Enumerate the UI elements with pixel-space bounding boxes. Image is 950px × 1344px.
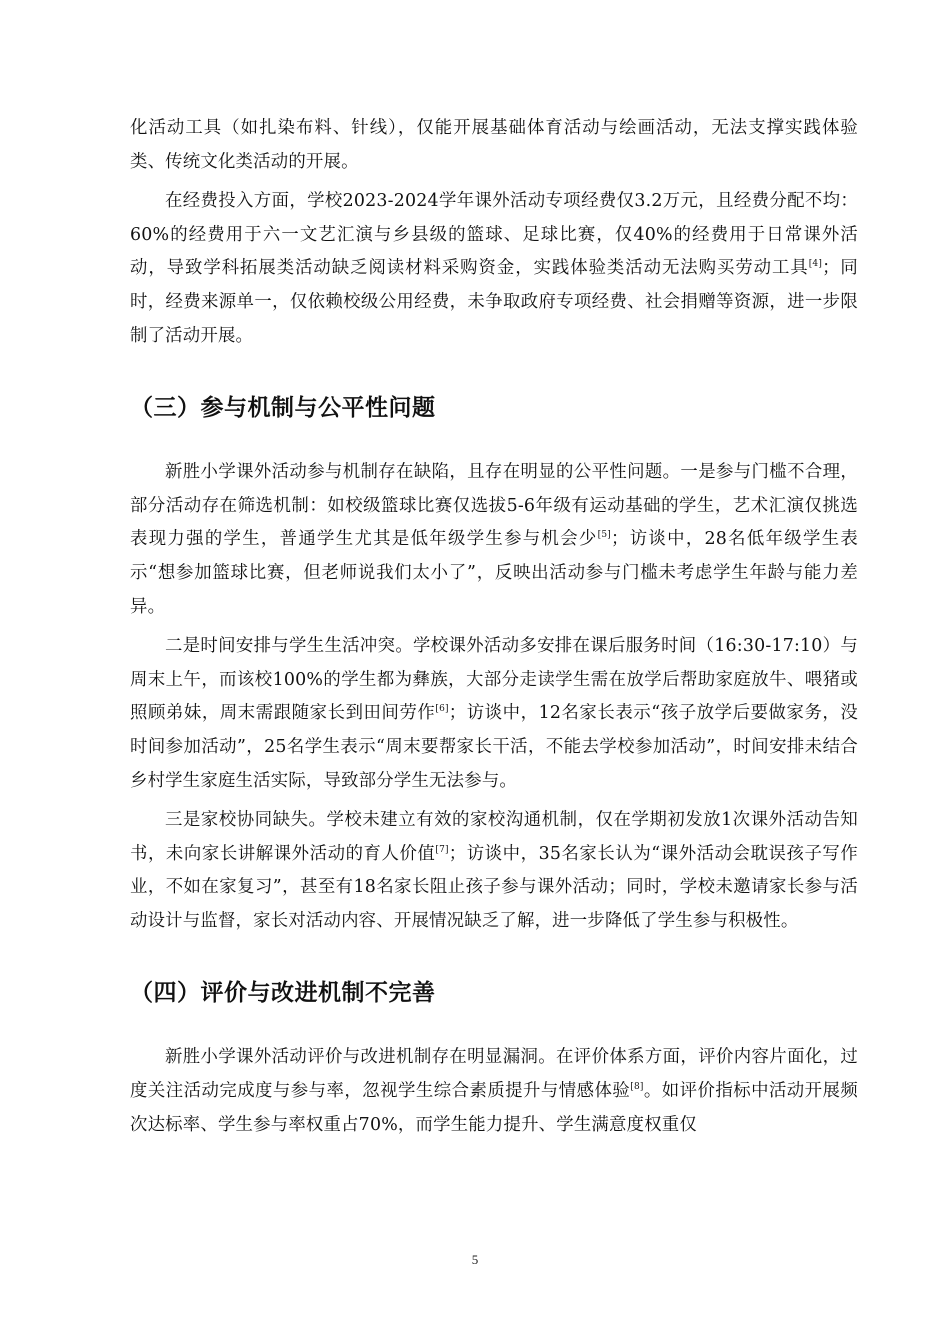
citation: [6] bbox=[435, 704, 449, 715]
section-heading: （四）评价与改进机制不完善 bbox=[130, 980, 436, 1007]
paragraph-text: 在经费投入方面，学校2023-2024学年课外活动专项经费仅3.2万元，且经费分配不均：60%的经费用于六一文艺汇演与乡县级的篮球、足球比赛，仅40%的经费用于日常课外活动，导致学科拓展类活动缺乏阅读材料采购资金，实践体验类活动无法购买劳动工具 bbox=[130, 191, 858, 279]
citation: [4] bbox=[808, 259, 823, 270]
paragraph bbox=[130, 630, 858, 798]
paragraph-text: 。如评价指标中活动开展频次达标率、学生参与率权重占70%，而学生能力提升、学生满意度权重仅 bbox=[130, 1081, 858, 1135]
page-number: 5 bbox=[471, 1252, 479, 1267]
citation: [8] bbox=[630, 1082, 644, 1093]
citation: [5] bbox=[597, 530, 611, 541]
document-body bbox=[130, 112, 858, 1142]
paragraph-text: ；访谈中，28名低年级学生表示“想参加篮球比赛，但老师说我们太小了”，反映出活动参与门槛未考虑学生年龄与能力差异。 bbox=[130, 529, 858, 617]
paragraph bbox=[130, 804, 858, 938]
section-heading: （三）参与机制与公平性问题 bbox=[130, 395, 436, 422]
citation: [7] bbox=[435, 844, 449, 855]
paragraph-text: 新胜小学课外活动参与机制存在缺陷，且存在明显的公平性问题。一是参与门槛不合理，部分活动存在筛选机制：如校级篮球比赛仅选拔5-6年级有运动基础的学生，艺术汇演仅挑选表现力强的学生，普通学生尤其是低年级学生参与机会少 bbox=[130, 462, 858, 550]
paragraph bbox=[130, 112, 858, 179]
paragraph-text: 三是家校协同缺失。学校未建立有效的家校沟通机制，仅在学期初发放1次课外活动告知书，未向家长讲解课外活动的育人价值 bbox=[130, 810, 858, 864]
paragraph-text: 化活动工具（如扎染布料、针线），仅能开展基础体育活动与绘画活动，无法支撑实践体验类、传统文化类活动的开展。 bbox=[130, 118, 858, 172]
paragraph-text: ；访谈中，12名家长表示“孩子放学后要做家务，没时间参加活动”，25名学生表示“周末要帮家长干活，不能去学校参加活动”，时间安排未结合乡村学生家庭生活实际，导致部分学生无法参与。 bbox=[130, 703, 858, 791]
paragraph-text: 新胜小学课外活动评价与改进机制存在明显漏洞。在评价体系方面，评价内容片面化，过度关注活动完成度与参与率，忽视学生综合素质提升与情感体验 bbox=[130, 1047, 858, 1102]
paragraph-text: 二是时间安排与学生生活冲突。学校课外活动多安排在课后服务时间（16:30-17:10）与周末上午，而该校100%的学生都为彝族，大部分走读学生需在放学后帮助家庭放牛、喂猪或照顾弟妹，周末需跟随家长到田间劳作 bbox=[130, 636, 858, 724]
paragraph-text: ；同时，经费来源单一，仅依赖校级公用经费，未争取政府专项经费、社会捐赠等资源，进一步限制了活动开展。 bbox=[130, 258, 858, 346]
paragraph bbox=[130, 456, 858, 624]
paragraph-text: ；访谈中，35名家长认为“课外活动会耽误孩子写作业，不如在家复习”，甚至有18名家长阻止孩子参与课外活动；同时，学校未邀请家长参与活动设计与监督，家长对活动内容、开展情况缺乏了解，进一步降低了学生参与积极性。 bbox=[130, 843, 858, 931]
paragraph bbox=[130, 185, 858, 353]
paragraph bbox=[130, 1041, 858, 1142]
